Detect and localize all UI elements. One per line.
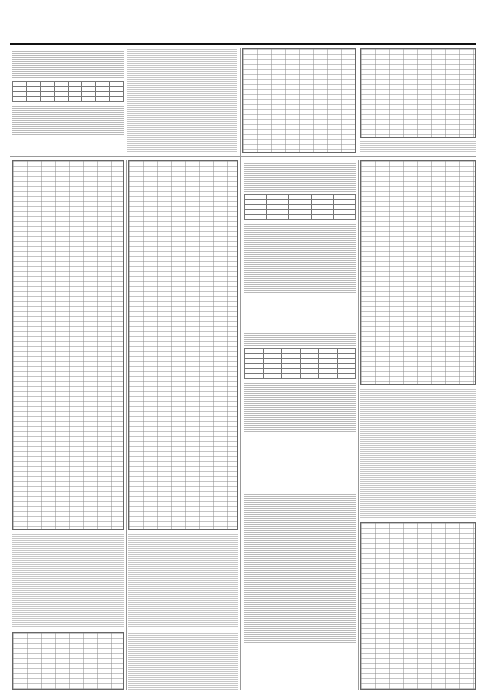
text-column xyxy=(12,533,124,628)
notice-body xyxy=(12,105,124,135)
notice-body xyxy=(12,50,124,78)
data-table xyxy=(12,632,124,690)
form-table xyxy=(360,160,476,385)
form-table xyxy=(360,522,476,690)
notice-block xyxy=(244,490,356,643)
masthead xyxy=(0,0,484,44)
column-rule xyxy=(240,48,241,690)
text-column xyxy=(127,48,237,153)
notice-table xyxy=(244,194,356,220)
header-rule xyxy=(10,43,476,45)
data-table xyxy=(128,160,238,530)
column-rule xyxy=(358,160,359,690)
notice-block xyxy=(12,48,124,135)
data-table xyxy=(360,48,476,138)
notice-table xyxy=(244,348,356,379)
notice-body xyxy=(244,332,356,346)
data-table xyxy=(242,48,356,153)
notice-body xyxy=(244,382,356,432)
notice-block xyxy=(244,330,356,432)
text-column xyxy=(360,388,476,518)
text-column xyxy=(128,533,238,628)
text-column xyxy=(360,140,476,152)
text-column xyxy=(128,632,238,690)
notice-body xyxy=(244,223,356,293)
data-table xyxy=(12,160,124,530)
section-divider xyxy=(10,156,476,157)
column-rule xyxy=(126,160,127,690)
notice-block xyxy=(244,160,356,293)
notice-table xyxy=(12,81,124,102)
notice-body xyxy=(244,493,356,643)
notice-body xyxy=(244,162,356,192)
